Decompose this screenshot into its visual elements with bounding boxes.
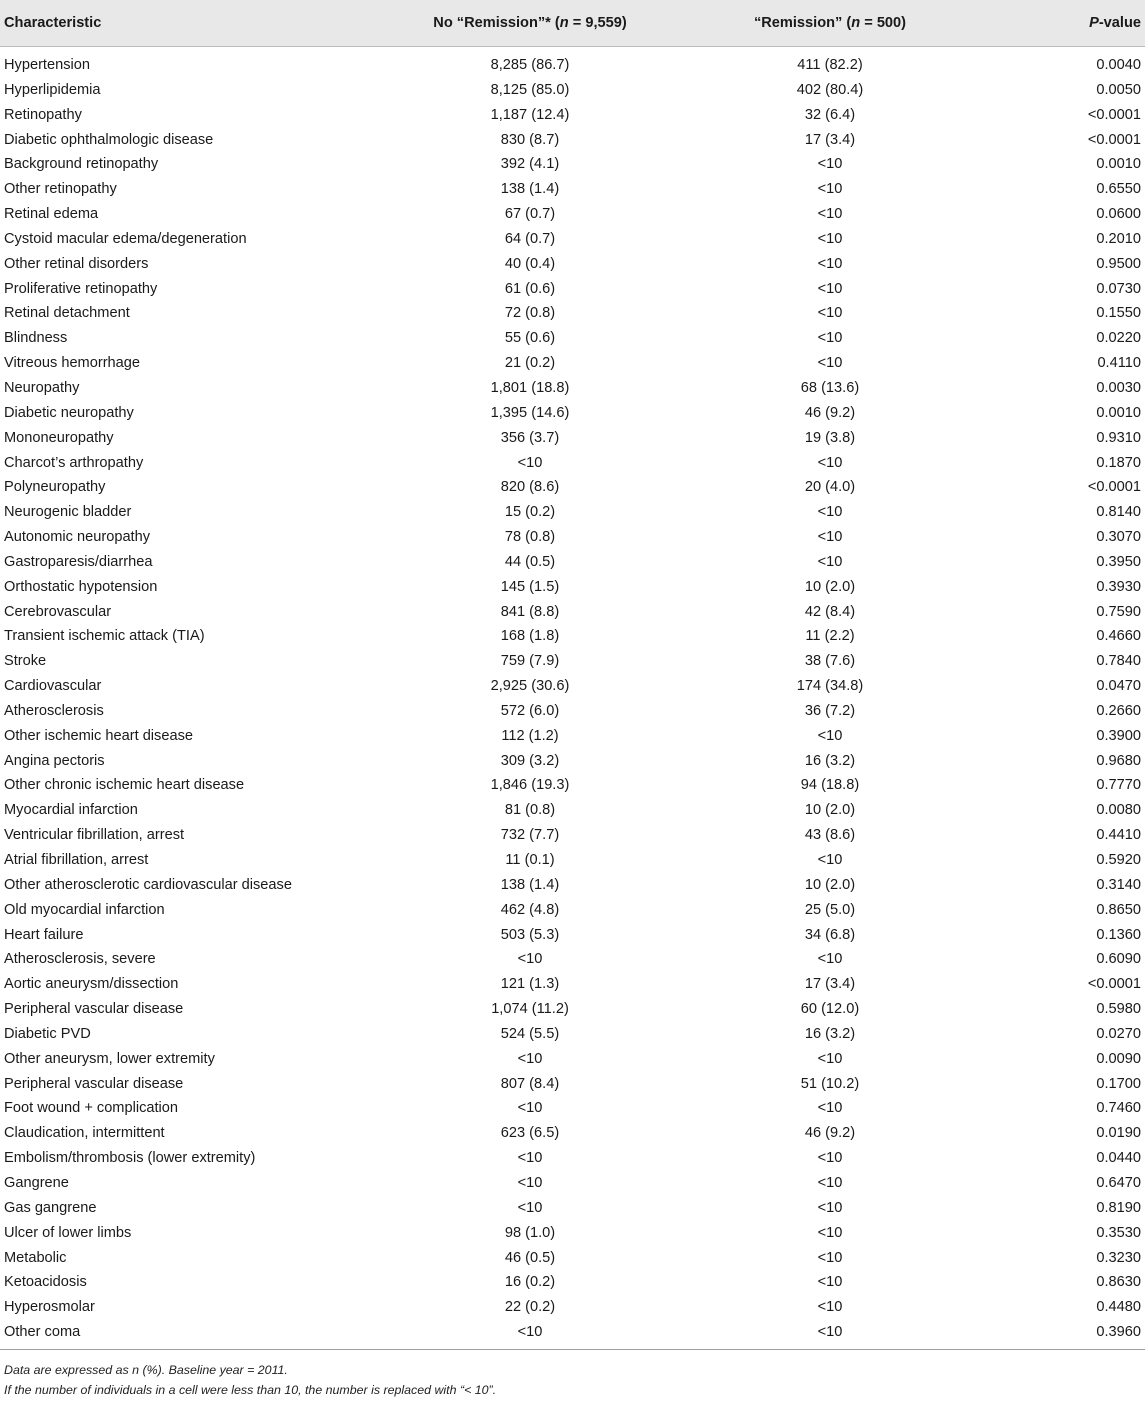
cell-characteristic: Charcot’s arthropathy [4, 454, 144, 471]
cell-characteristic: Transient ischemic attack (TIA) [4, 628, 205, 645]
cell-pvalue: 0.1360 [1096, 926, 1141, 943]
cell-no-remission: 145 (1.5) [500, 578, 560, 595]
cell-characteristic: Retinal edema [4, 206, 99, 223]
cell-no-remission: 1,846 (19.3) [490, 777, 570, 794]
cell-no-remission: 81 (0.8) [504, 802, 556, 819]
cell-remission: <10 [817, 355, 843, 372]
cell-remission: <10 [680, 1320, 980, 1349]
cell-remission: 46 (9.2) [804, 1125, 856, 1142]
cell-pvalue: 0.4660 [1096, 628, 1141, 645]
cell-remission: <10 [817, 727, 843, 744]
cell-remission: 17 (3.4) [804, 976, 856, 993]
table-row [0, 252, 1145, 277]
cell-pvalue: 0.6550 [1096, 181, 1141, 198]
cell-pvalue: 0.3530 [1096, 1224, 1141, 1241]
cell-no-remission: 138 (1.4) [500, 876, 560, 893]
table-row [0, 873, 1145, 898]
cell-remission: <10 [817, 181, 843, 198]
cell-remission: <10 [817, 852, 843, 868]
cell-pvalue: 0.0030 [1096, 379, 1141, 396]
table-row [0, 624, 1145, 649]
cell-pvalue: 0.0050 [1096, 81, 1141, 98]
cell-no-remission: 572 (6.0) [500, 702, 560, 719]
cell-pvalue: 0.7460 [1096, 1100, 1141, 1117]
cell-no-remission: 67 (0.7) [504, 206, 556, 223]
table-row [0, 202, 1145, 227]
cell-pvalue: 0.0190 [1096, 1125, 1141, 1142]
cell-no-remission: 40 (0.4) [504, 255, 556, 272]
cell-characteristic: Ulcer of lower limbs [4, 1224, 132, 1241]
cell-remission: <10 [817, 156, 843, 173]
cell-characteristic: Hyperlipidemia [4, 81, 101, 98]
cell-remission: <10 [817, 1199, 843, 1216]
table-row [0, 1295, 1145, 1320]
cell-characteristic: Retinal detachment [4, 305, 130, 322]
cell-pvalue: 0.8140 [1096, 504, 1141, 521]
cell-characteristic: Other atherosclerotic cardiovascular disease [4, 876, 292, 893]
cell-remission: 60 (12.0) [800, 1001, 860, 1018]
cell-remission: <10 [817, 1249, 843, 1266]
cell-no-remission: 21 (0.2) [504, 355, 556, 372]
table-row [0, 128, 1145, 153]
cell-characteristic: Metabolic [4, 1249, 67, 1266]
cell-no-remission: 16 (0.2) [504, 1274, 556, 1291]
cell-remission: <10 [817, 305, 843, 322]
cell-remission: 16 (3.2) [804, 1025, 856, 1042]
table-row [0, 301, 1145, 326]
cell-remission: <10 [817, 280, 843, 297]
cell-characteristic: Blindness [4, 330, 68, 347]
cell-no-remission: 8,125 (85.0) [490, 81, 570, 98]
cell-remission: 10 (2.0) [804, 876, 856, 893]
cell-no-remission: 64 (0.7) [504, 230, 556, 247]
cell-remission: <10 [817, 1174, 843, 1191]
cell-remission: <10 [817, 1150, 843, 1167]
cell-pvalue: <0.0001 [1087, 976, 1141, 993]
cell-pvalue: 0.2660 [1096, 702, 1141, 719]
cell-no-remission: 15 (0.2) [504, 504, 556, 521]
cell-no-remission: 22 (0.2) [504, 1299, 556, 1316]
cell-remission: 411 (82.2) [797, 57, 863, 73]
cell-remission: 68 (13.6) [800, 379, 860, 396]
cell-pvalue: 0.8190 [1096, 1199, 1141, 1216]
cell-characteristic: Angina pectoris [4, 752, 105, 769]
cell-characteristic: Polyneuropathy [4, 479, 106, 496]
cell-pvalue: 0.5980 [1096, 1001, 1141, 1018]
cell-pvalue: 0.0600 [1096, 206, 1141, 223]
cell-characteristic: Gas gangrene [4, 1199, 97, 1216]
header-row [0, 0, 1145, 47]
table-row [0, 600, 1145, 625]
table-row [0, 923, 1145, 948]
cell-remission: 34 (6.8) [804, 926, 856, 943]
cell-no-remission: <10 [517, 1174, 543, 1191]
cell-no-remission: 72 (0.8) [504, 305, 556, 322]
cell-pvalue: 0.3950 [1096, 553, 1141, 570]
table-row [0, 898, 1145, 923]
cell-characteristic: Neurogenic bladder [4, 504, 132, 521]
table-row [0, 848, 1145, 873]
table-row [0, 500, 1145, 525]
cell-pvalue: 0.0470 [1096, 678, 1141, 695]
cell-remission: <10 [817, 230, 843, 247]
table-row [0, 997, 1145, 1022]
cell-characteristic: Stroke [4, 653, 47, 670]
cell-characteristic: Gastroparesis/diarrhea [4, 553, 153, 570]
cell-characteristic: Atherosclerosis, severe [4, 951, 156, 968]
table-row [0, 798, 1145, 823]
cell-remission: <10 [817, 330, 843, 347]
cell-characteristic: Peripheral vascular disease [4, 1001, 184, 1018]
table-header [0, 0, 1145, 47]
cell-remission: 32 (6.4) [804, 106, 856, 123]
cell-remission: 46 (9.2) [804, 404, 856, 421]
table-row [0, 773, 1145, 798]
table-row [0, 947, 1145, 972]
cell-pvalue: <0.0001 [1087, 131, 1141, 148]
cell-remission: <10 [817, 1274, 843, 1291]
cell-remission: 20 (4.0) [804, 479, 856, 496]
cell-remission: 42 (8.4) [804, 603, 856, 620]
cell-remission: <10 [817, 529, 843, 546]
cell-no-remission: 112 (1.2) [501, 727, 559, 744]
table-row [0, 1146, 1145, 1171]
cell-no-remission: 309 (3.2) [500, 752, 560, 769]
cell-no-remission: 503 (5.3) [500, 926, 560, 943]
cell-characteristic: Old myocardial infarction [4, 901, 165, 918]
table-row [0, 451, 1145, 476]
table-row [0, 550, 1145, 575]
cell-pvalue: 0.5920 [1096, 852, 1141, 868]
cell-characteristic: Ketoacidosis [4, 1274, 87, 1291]
table-row [0, 1096, 1145, 1121]
footnote-suppression: If the number of individuals in a cell were less than 10, the number is replaced with “< 10”. [4, 1383, 497, 1397]
cell-no-remission: 138 (1.4) [500, 181, 560, 198]
cell-remission: <10 [817, 1100, 843, 1117]
cell-no-remission: <10 [380, 1320, 680, 1349]
cell-pvalue: 0.3960 [980, 1320, 1145, 1349]
cell-pvalue: 0.2010 [1096, 230, 1141, 247]
cell-no-remission: 1,074 (11.2) [491, 1001, 569, 1018]
cell-characteristic: Cardiovascular [4, 678, 102, 695]
cell-no-remission: <10 [517, 454, 543, 471]
table-row [0, 277, 1145, 302]
table-row [0, 78, 1145, 103]
table-row [0, 475, 1145, 500]
table-row [0, 525, 1145, 550]
table-row [0, 1047, 1145, 1072]
cell-remission: <10 [817, 1050, 843, 1067]
cell-no-remission: 356 (3.7) [500, 429, 560, 446]
cell-no-remission: 1,801 (18.8) [490, 379, 570, 396]
cell-characteristic: Embolism/thrombosis (lower extremity) [4, 1150, 256, 1167]
cell-remission: 11 (2.2) [805, 628, 855, 645]
table-row [0, 1320, 1145, 1349]
cell-pvalue: 0.0040 [1096, 57, 1141, 73]
cell-characteristic: Orthostatic hypotension [4, 578, 158, 595]
cell-characteristic: Cerebrovascular [4, 603, 112, 620]
cell-pvalue: 0.3230 [1096, 1249, 1141, 1266]
cell-no-remission: <10 [517, 1199, 543, 1216]
table-body [0, 47, 1145, 1350]
cell-pvalue: 0.7590 [1096, 603, 1141, 620]
table-row [0, 103, 1145, 128]
table-row [0, 749, 1145, 774]
cell-characteristic: Atrial fibrillation, arrest [4, 852, 149, 868]
cell-no-remission: 98 (1.0) [504, 1224, 556, 1241]
cell-characteristic: Myocardial infarction [4, 802, 138, 819]
cell-remission: 10 (2.0) [804, 578, 856, 595]
table-row [0, 1022, 1145, 1047]
cell-pvalue: 0.3070 [1096, 529, 1141, 546]
cell-no-remission: 1,395 (14.6) [490, 404, 570, 421]
cell-pvalue: 0.0080 [1096, 802, 1141, 819]
cell-no-remission: 8,285 (86.7) [490, 57, 570, 73]
cell-pvalue: 0.4410 [1096, 827, 1141, 844]
table-row [0, 1171, 1145, 1196]
cell-pvalue: 0.3900 [1096, 727, 1141, 744]
cell-pvalue: 0.1550 [1096, 305, 1141, 322]
table-row [0, 426, 1145, 451]
cell-pvalue: 0.9680 [1096, 752, 1141, 769]
table-row [0, 1121, 1145, 1146]
cell-pvalue: 0.8630 [1096, 1274, 1141, 1291]
table-row [0, 401, 1145, 426]
cell-pvalue: 0.7840 [1096, 653, 1141, 670]
cell-characteristic: Diabetic neuropathy [4, 404, 134, 421]
cell-characteristic: Diabetic ophthalmologic disease [4, 131, 214, 148]
cell-characteristic: Vitreous hemorrhage [4, 355, 141, 372]
cell-characteristic: Other aneurysm, lower extremity [4, 1050, 215, 1067]
cell-remission: <10 [817, 553, 843, 570]
cell-no-remission: 1,187 (12.4) [490, 106, 570, 123]
cell-remission: <10 [817, 1299, 843, 1316]
cell-no-remission: <10 [517, 1100, 543, 1117]
cell-characteristic: Background retinopathy [4, 156, 159, 173]
cell-pvalue: 0.1700 [1096, 1075, 1141, 1092]
cell-characteristic: Diabetic PVD [4, 1025, 91, 1042]
cell-remission: 174 (34.8) [796, 678, 864, 695]
cell-characteristic: Retinopathy [4, 106, 82, 123]
cell-no-remission: 807 (8.4) [500, 1075, 560, 1092]
cell-remission: <10 [817, 504, 843, 521]
cell-pvalue: 0.0010 [1096, 156, 1141, 173]
cell-pvalue: 0.3930 [1096, 578, 1141, 595]
cell-pvalue: 0.6090 [1096, 951, 1141, 968]
cell-no-remission: <10 [517, 951, 543, 968]
cell-no-remission: 11 (0.1) [505, 852, 555, 868]
cell-remission: 10 (2.0) [804, 802, 856, 819]
table-row [0, 1246, 1145, 1271]
table-row [0, 152, 1145, 177]
cell-characteristic: Other coma [0, 1320, 380, 1349]
cell-remission: 51 (10.2) [800, 1075, 860, 1092]
cell-characteristic: Atherosclerosis [4, 702, 104, 719]
cell-characteristic: Ventricular fibrillation, arrest [4, 827, 185, 844]
cell-no-remission: 462 (4.8) [500, 901, 560, 918]
cell-pvalue: 0.0220 [1096, 330, 1141, 347]
table-row [0, 649, 1145, 674]
cell-no-remission: 55 (0.6) [504, 330, 556, 347]
cell-characteristic: Heart failure [4, 926, 84, 943]
table-row [0, 47, 1145, 78]
cell-remission: 16 (3.2) [804, 752, 856, 769]
cell-no-remission: 759 (7.9) [500, 653, 560, 670]
cell-no-remission: 392 (4.1) [500, 156, 560, 173]
cell-no-remission: 841 (8.8) [500, 603, 560, 620]
cell-remission: 94 (18.8) [800, 777, 860, 794]
cell-remission: 402 (80.4) [796, 81, 864, 98]
cell-characteristic: Other chronic ischemic heart disease [4, 777, 245, 794]
table-row [0, 351, 1145, 376]
cell-characteristic: Aortic aneurysm/dissection [4, 976, 179, 993]
cell-pvalue: 0.0730 [1096, 280, 1141, 297]
cell-remission: <10 [817, 951, 843, 968]
cell-no-remission: 732 (7.7) [500, 827, 560, 844]
cell-pvalue: 0.3140 [1096, 876, 1141, 893]
cell-pvalue: 0.4480 [1096, 1299, 1141, 1316]
cell-remission: 43 (8.6) [804, 827, 856, 844]
cell-no-remission: 623 (6.5) [500, 1125, 560, 1142]
table-row [0, 674, 1145, 699]
header-no-remission: No “Remission”* (n = 9,559) [380, 0, 680, 47]
cell-characteristic: Cystoid macular edema/degeneration [4, 230, 247, 247]
cell-characteristic: Hypertension [4, 57, 90, 73]
cell-characteristic: Gangrene [4, 1174, 69, 1191]
table-row [0, 1221, 1145, 1246]
cell-no-remission: <10 [517, 1050, 543, 1067]
header-remission: “Remission” (n = 500) [680, 0, 980, 47]
table-row [0, 699, 1145, 724]
table-row [0, 1196, 1145, 1221]
table-row [0, 724, 1145, 749]
header-pvalue: P-value [980, 0, 1145, 47]
cell-characteristic: Other retinopathy [4, 181, 117, 198]
cell-remission: 19 (3.8) [804, 429, 856, 446]
cell-pvalue: 0.9310 [1096, 429, 1141, 446]
cell-pvalue: 0.9500 [1096, 255, 1141, 272]
cell-no-remission: 44 (0.5) [504, 553, 556, 570]
cell-pvalue: 0.8650 [1096, 901, 1141, 918]
cell-no-remission: 46 (0.5) [504, 1249, 556, 1266]
cell-no-remission: 168 (1.8) [500, 628, 560, 645]
cell-characteristic: Autonomic neuropathy [4, 529, 151, 546]
cell-remission: <10 [817, 1224, 843, 1241]
cell-pvalue: 0.4110 [1097, 355, 1141, 372]
cell-characteristic: Other retinal disorders [4, 255, 149, 272]
cell-characteristic: Foot wound + complication [4, 1100, 179, 1117]
cell-remission: 38 (7.6) [804, 653, 856, 670]
cell-no-remission: 524 (5.5) [500, 1025, 560, 1042]
cell-no-remission: 830 (8.7) [500, 131, 560, 148]
cell-characteristic: Hyperosmolar [4, 1299, 95, 1316]
table-row [0, 1072, 1145, 1097]
cell-remission: 36 (7.2) [804, 702, 856, 719]
table-row [0, 326, 1145, 351]
table-row [0, 1270, 1145, 1295]
cell-remission: <10 [817, 206, 843, 223]
cell-no-remission: <10 [517, 1150, 543, 1167]
cell-no-remission: 820 (8.6) [500, 479, 560, 496]
cell-characteristic: Neuropathy [4, 379, 80, 396]
cell-pvalue: 0.1870 [1096, 454, 1141, 471]
cell-remission: <10 [817, 255, 843, 272]
cell-characteristic: Other ischemic heart disease [4, 727, 193, 744]
table-row [0, 575, 1145, 600]
cell-pvalue: 0.0090 [1096, 1050, 1141, 1067]
cell-no-remission: 2,925 (30.6) [490, 678, 570, 695]
footnote-data-format: Data are expressed as n (%). Baseline year = 2011. [4, 1363, 288, 1377]
table-footnotes [4, 1360, 496, 1400]
cell-pvalue: <0.0001 [1087, 479, 1141, 496]
cell-no-remission: 121 (1.3) [500, 976, 560, 993]
cell-pvalue: 0.7770 [1096, 777, 1141, 794]
cell-characteristic: Peripheral vascular disease [4, 1075, 184, 1092]
cell-remission: 17 (3.4) [804, 131, 856, 148]
cell-no-remission: 61 (0.6) [504, 280, 556, 297]
cell-pvalue: <0.0001 [1087, 106, 1141, 123]
header-characteristic: Characteristic [0, 0, 380, 47]
cell-characteristic: Mononeuropathy [4, 429, 114, 446]
cell-pvalue: 0.0010 [1096, 404, 1141, 421]
table-row [0, 376, 1145, 401]
table-row [0, 972, 1145, 997]
table-row [0, 177, 1145, 202]
cell-remission: 25 (5.0) [804, 901, 856, 918]
table-row [0, 823, 1145, 848]
cell-pvalue: 0.0270 [1096, 1025, 1141, 1042]
cell-characteristic: Claudication, intermittent [4, 1125, 165, 1142]
cell-pvalue: 0.6470 [1096, 1174, 1141, 1191]
cell-remission: <10 [817, 454, 843, 471]
cell-characteristic: Proliferative retinopathy [4, 280, 158, 297]
table-row [0, 227, 1145, 252]
cell-pvalue: 0.0440 [1096, 1150, 1141, 1167]
cell-no-remission: 78 (0.8) [504, 529, 556, 546]
